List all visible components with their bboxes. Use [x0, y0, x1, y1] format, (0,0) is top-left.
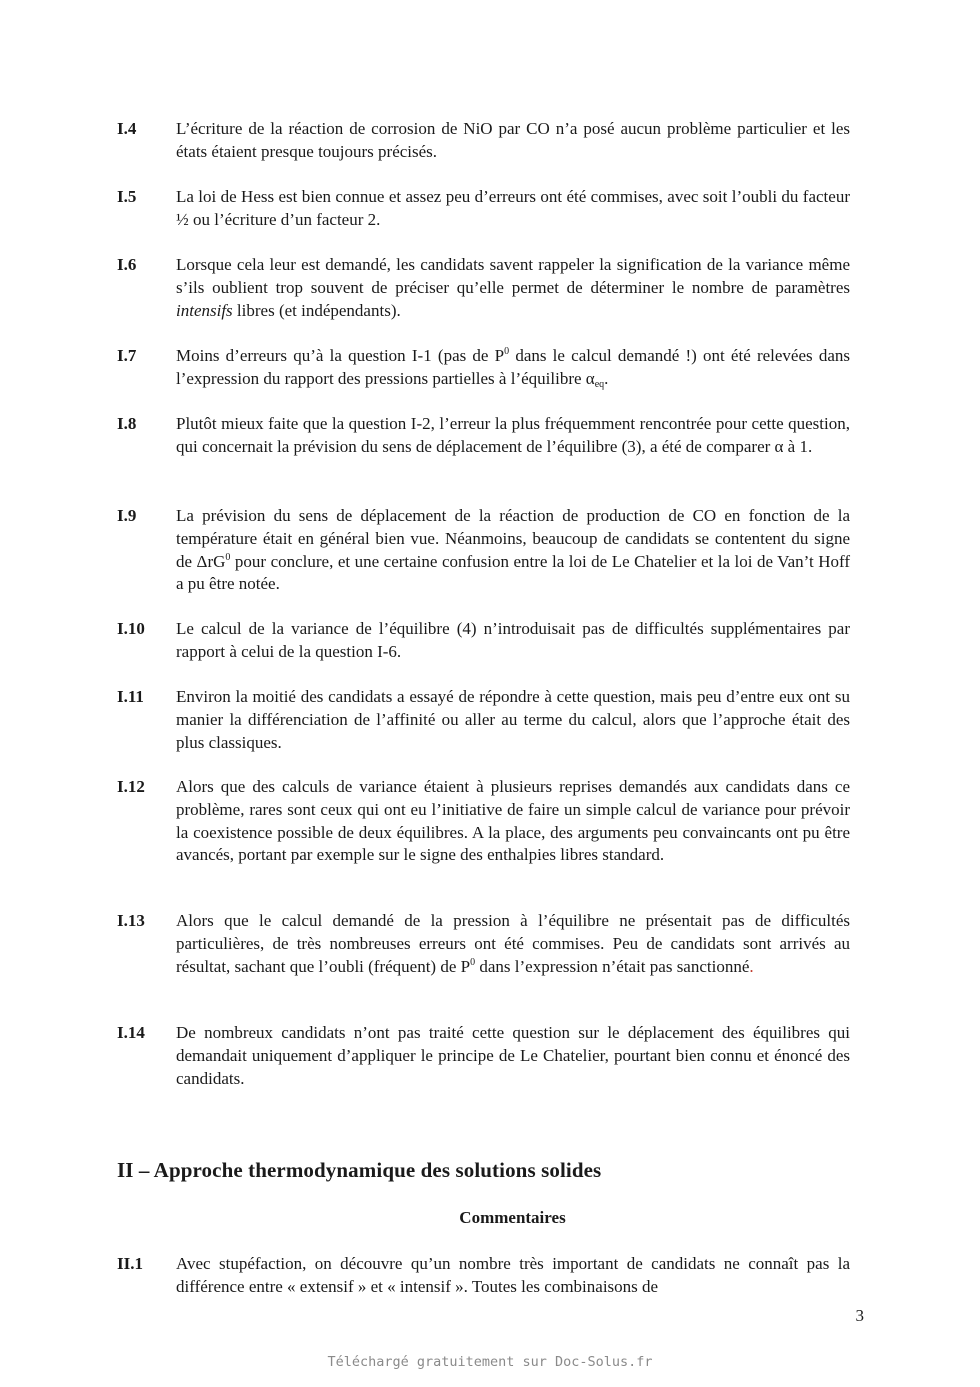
- page-number: 3: [855, 1306, 864, 1325]
- paragraph-i12: [117, 776, 850, 867]
- item-number: I.14: [117, 1023, 145, 1042]
- item-number: II.1: [117, 1254, 143, 1273]
- paragraph-i6: [117, 254, 850, 322]
- footer-watermark: Téléchargé gratuitement sur Doc-Solus.fr: [327, 1354, 653, 1370]
- paragraph-i14: [117, 1022, 850, 1090]
- paragraph-ii1: [117, 1253, 850, 1299]
- item-number: I.9: [117, 506, 137, 525]
- subscript: eq: [594, 378, 605, 390]
- superscript: 0: [504, 346, 510, 357]
- comments-heading: Commentaires: [459, 1208, 566, 1227]
- paragraph-i10: [117, 618, 850, 664]
- red-period: .: [749, 956, 754, 976]
- item-text: La loi de Hess est bien connue et assez peu d’erreurs ont été commises, avec soit l’oubli du facteur ½ ou l’écriture d’un facteur 2.: [176, 187, 850, 229]
- paragraph-i4: [117, 118, 850, 164]
- item-text: Le calcul de la variance de l’équilibre (4) n’introduisait pas de difficultés supplémentaires par rapport à celui de la question I-6.: [176, 619, 850, 661]
- superscript: 0: [225, 551, 231, 563]
- paragraph-i5: [117, 186, 850, 232]
- section-heading: II – Approche thermodynamique des solutions solides: [117, 1158, 602, 1182]
- item-number: I.7: [117, 346, 137, 365]
- item-text: Alors que le calcul demandé de la pression à l’équilibre ne présentait pas de difficultés particulières, de très nombreuses erreurs ont été commises. Peu de candidats sont arrivés au résultat, sachant que l’oubli (fréquent) de $P^0$ dans l’expression n’était pas sanctionné.: [176, 911, 850, 976]
- item-number: I.8: [117, 414, 137, 433]
- item-text: Environ la moitié des candidats a essayé de répondre à cette question, mais peu d’entre eux ont su manier la différenciation de l’affinité ou aller au terme du calcul, alors que l’approche était des plus classiques.: [176, 687, 850, 752]
- item-number: I.6: [117, 255, 137, 274]
- paragraph-i13: [117, 910, 850, 978]
- paragraph-i9: [117, 505, 850, 596]
- item-number: I.4: [117, 119, 137, 138]
- item-number: I.5: [117, 187, 137, 206]
- item-number: I.10: [117, 619, 145, 638]
- item-text: De nombreux candidats n’ont pas traité cette question sur le déplacement des équilibres qui demandait uniquement d’appliquer le principe de Le Chatelier, pourtant bien connu et énoncé des candidats.: [176, 1023, 850, 1088]
- emphasis-intensifs: intensifs: [176, 300, 233, 320]
- paragraph-i11: [117, 686, 850, 754]
- item-text: Lorsque cela leur est demandé, les candidats savent rappeler la signification de la variance même s’ils oublient trop souvent de préciser qu’elle permet de déterminer le nombre de paramètres intensifs libres (et indépendants).: [176, 255, 850, 320]
- item-text: La prévision du sens de déplacement de la réaction de production de CO en fonction de la température était en général bien vue. Néanmoins, beaucoup de candidats se contentent du signe de ΔrG$^0$ pour conclure, et une certaine confusion entre la loi de Le Chatelier et la loi de Van’t Hoff a pu être notée.: [176, 506, 850, 594]
- paragraph-i8: [117, 413, 850, 459]
- superscript: 0: [470, 956, 476, 968]
- item-text: Avec stupéfaction, on découvre qu’un nombre très important de candidats ne connaît pas la différence entre « extensif » et « intensif ». Toutes les combinaisons de: [176, 1254, 850, 1296]
- item-number: I.11: [117, 687, 144, 706]
- item-text: L’écriture de la réaction de corrosion de NiO par CO n’a posé aucun problème particulier et les états étaient presque toujours précisés.: [176, 119, 850, 161]
- item-text: Alors que des calculs de variance étaient à plusieurs reprises demandés aux candidats dans ce problème, rares sont ceux qui ont eu l’initiative de faire un simple calcul de variance pour prévoir la coexistence possible de deux équilibres. A la place, des arguments peu convaincants ont pu être avancés, portant par exemple sur le signe des enthalpies libres standard.: [176, 777, 850, 865]
- paragraph-i7: [117, 345, 850, 391]
- item-number: I.13: [117, 911, 145, 930]
- item-text: Plutôt mieux faite que la question I-2, l’erreur la plus fréquemment rencontrée pour cette question, qui concernait la prévision du sens de déplacement de l’équilibre (3), a été de comparer α à 1.: [176, 414, 850, 456]
- item-number: I.12: [117, 777, 145, 796]
- item-text: Moins d’erreurs qu’à la question I-1 (pas de $P^0$ dans le calcul demandé !) ont été relevées dans l’expression du rapport des pressions partielles à l’équilibre $\alpha_{eq}$.: [176, 346, 850, 390]
